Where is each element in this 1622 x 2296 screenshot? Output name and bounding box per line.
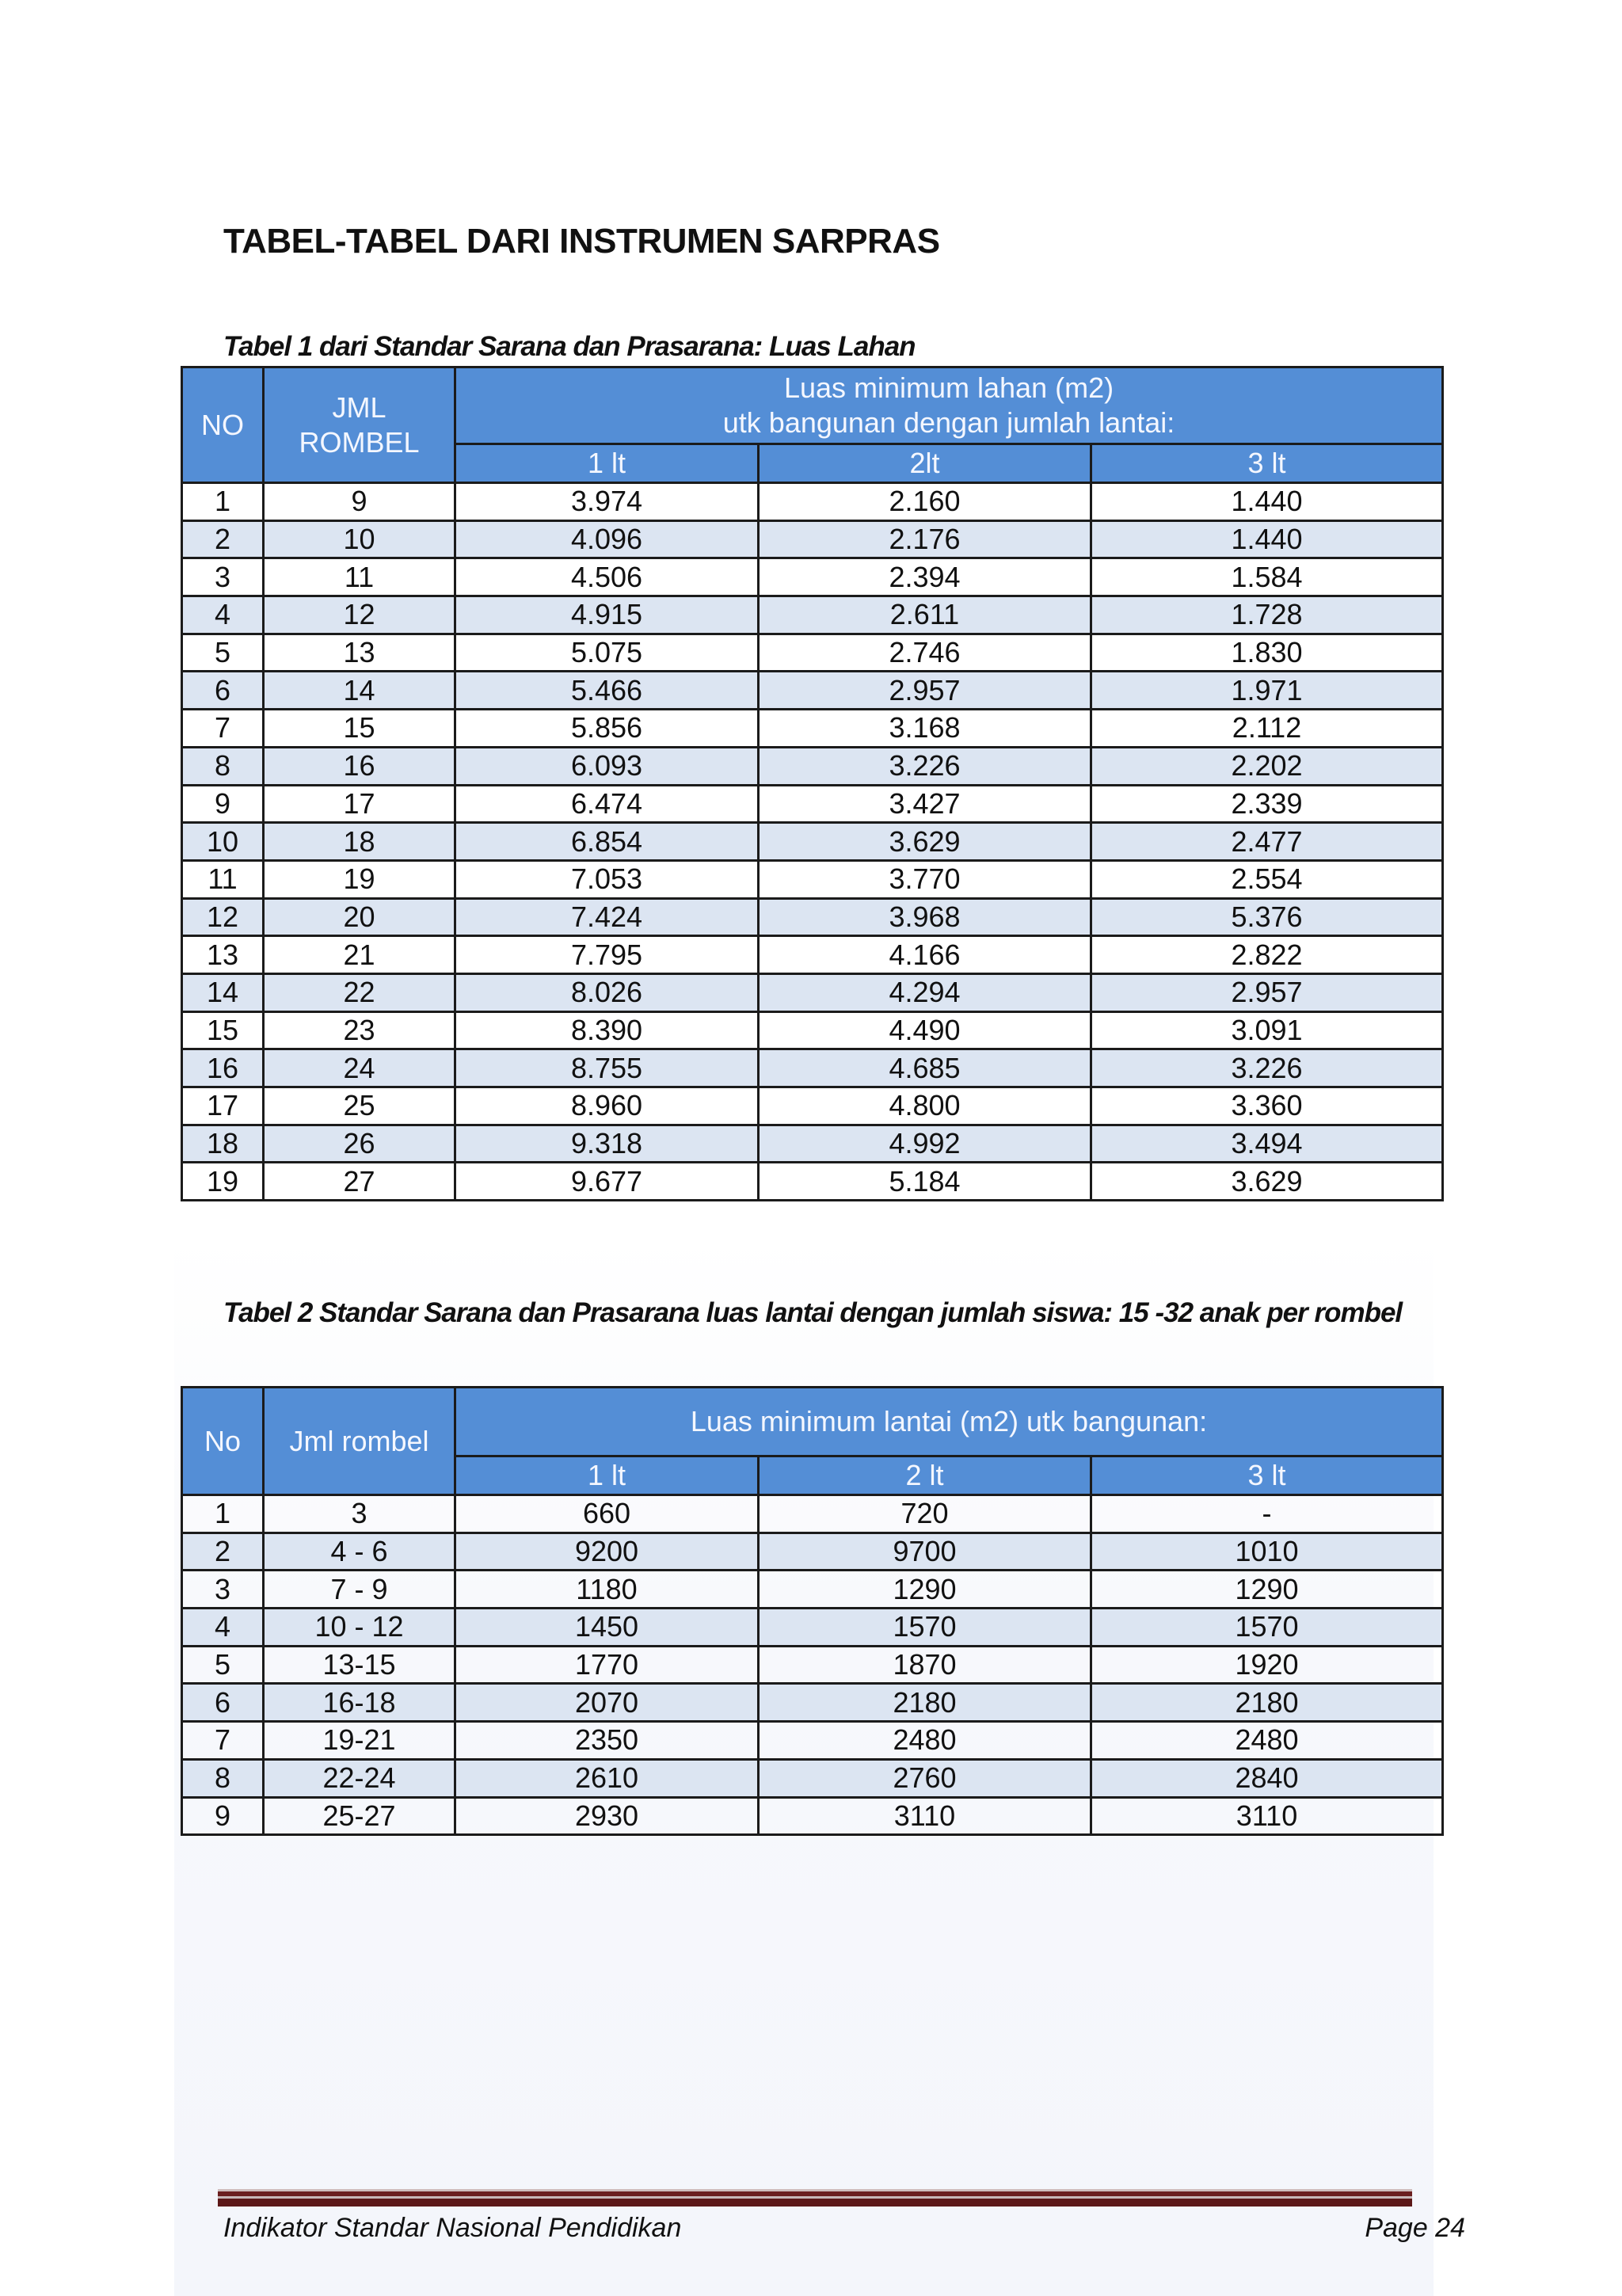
table1-header-luas bbox=[455, 367, 1443, 444]
cell-3lt: 1290 bbox=[1091, 1571, 1443, 1609]
cell-1lt: 4.915 bbox=[455, 596, 759, 634]
cell-1lt: 7.795 bbox=[455, 936, 759, 974]
cell-no: 2 bbox=[182, 520, 264, 558]
cell-3lt: 2480 bbox=[1091, 1722, 1443, 1760]
table-row bbox=[182, 860, 1443, 898]
cell-no: 7 bbox=[182, 710, 264, 748]
cell-1lt: 5.075 bbox=[455, 634, 759, 672]
cell-no: 18 bbox=[182, 1125, 264, 1163]
cell-no: 10 bbox=[182, 823, 264, 861]
cell-2lt: 3.168 bbox=[759, 710, 1091, 748]
cell-1lt: 9200 bbox=[455, 1533, 759, 1571]
cell-1lt: 5.856 bbox=[455, 710, 759, 748]
cell-no: 12 bbox=[182, 898, 264, 936]
cell-jml-rombel: 7 - 9 bbox=[264, 1571, 455, 1609]
cell-2lt: 2.746 bbox=[759, 634, 1091, 672]
cell-3lt: 3.226 bbox=[1091, 1049, 1443, 1087]
table2-header-1lt: 1 lt bbox=[455, 1456, 759, 1495]
cell-no: 9 bbox=[182, 1797, 264, 1835]
cell-2lt: 3.427 bbox=[759, 785, 1091, 823]
cell-3lt: 3.360 bbox=[1091, 1087, 1443, 1125]
cell-jml-rombel: 3 bbox=[264, 1495, 455, 1533]
cell-2lt: 5.184 bbox=[759, 1163, 1091, 1201]
cell-jml-rombel: 13 bbox=[264, 634, 455, 672]
table2-header-jml-rombel: Jml rombel bbox=[264, 1388, 455, 1495]
page-title: TABEL-TABEL DARI INSTRUMEN SARPRAS bbox=[223, 222, 940, 261]
cell-jml-rombel: 19 bbox=[264, 860, 455, 898]
cell-no: 3 bbox=[182, 1571, 264, 1609]
cell-1lt: 1180 bbox=[455, 1571, 759, 1609]
table2-caption: Tabel 2 Standar Sarana dan Prasarana luas lantai dengan jumlah siswa: 15 -32 anak per rombel bbox=[223, 1297, 1403, 1328]
cell-no: 5 bbox=[182, 634, 264, 672]
cell-no: 1 bbox=[182, 1495, 264, 1533]
table-row bbox=[182, 1722, 1443, 1760]
cell-1lt: 1450 bbox=[455, 1609, 759, 1647]
cell-1lt: 6.093 bbox=[455, 747, 759, 785]
cell-1lt: 9.318 bbox=[455, 1125, 759, 1163]
table-row bbox=[182, 1646, 1443, 1684]
cell-3lt: 2180 bbox=[1091, 1684, 1443, 1722]
cell-jml-rombel: 11 bbox=[264, 558, 455, 596]
cell-1lt: 4.506 bbox=[455, 558, 759, 596]
table1-header-jml-line2: ROMBEL bbox=[299, 425, 420, 459]
cell-jml-rombel: 19-21 bbox=[264, 1722, 455, 1760]
cell-2lt: 9700 bbox=[759, 1533, 1091, 1571]
table1-body bbox=[182, 483, 1443, 1201]
cell-no: 16 bbox=[182, 1049, 264, 1087]
table-row bbox=[182, 1087, 1443, 1125]
table-row bbox=[182, 823, 1443, 861]
table1-header-luas-line1: Luas minimum lahan (m2) bbox=[783, 371, 1114, 404]
cell-2lt: 1570 bbox=[759, 1609, 1091, 1647]
table-row bbox=[182, 1797, 1443, 1835]
cell-1lt: 4.096 bbox=[455, 520, 759, 558]
cell-1lt: 7.053 bbox=[455, 860, 759, 898]
cell-3lt: 2.822 bbox=[1091, 936, 1443, 974]
cell-1lt: 6.854 bbox=[455, 823, 759, 861]
cell-no: 8 bbox=[182, 1759, 264, 1797]
cell-2lt: 4.294 bbox=[759, 973, 1091, 1011]
cell-2lt: 2.176 bbox=[759, 520, 1091, 558]
table1-header-no: NO bbox=[182, 367, 264, 483]
table2-header-luas: Luas minimum lantai (m2) utk bangunan: bbox=[455, 1388, 1443, 1456]
table-row bbox=[182, 1049, 1443, 1087]
cell-3lt: 2.957 bbox=[1091, 973, 1443, 1011]
cell-no: 7 bbox=[182, 1722, 264, 1760]
cell-3lt: 1570 bbox=[1091, 1609, 1443, 1647]
table-row bbox=[182, 596, 1443, 634]
cell-jml-rombel: 21 bbox=[264, 936, 455, 974]
table-row bbox=[182, 1495, 1443, 1533]
cell-2lt: 3.770 bbox=[759, 860, 1091, 898]
footer-rule bbox=[218, 2189, 1412, 2207]
cell-3lt: 3.091 bbox=[1091, 1011, 1443, 1049]
cell-no: 4 bbox=[182, 596, 264, 634]
cell-3lt: 2840 bbox=[1091, 1759, 1443, 1797]
cell-1lt: 5.466 bbox=[455, 672, 759, 710]
cell-2lt: 2.611 bbox=[759, 596, 1091, 634]
cell-jml-rombel: 25 bbox=[264, 1087, 455, 1125]
table-row bbox=[182, 1684, 1443, 1722]
cell-no: 4 bbox=[182, 1609, 264, 1647]
table2-header-2lt: 2 lt bbox=[759, 1456, 1091, 1495]
cell-no: 5 bbox=[182, 1646, 264, 1684]
table-row bbox=[182, 747, 1443, 785]
table-row bbox=[182, 1571, 1443, 1609]
table-row bbox=[182, 1759, 1443, 1797]
cell-jml-rombel: 14 bbox=[264, 672, 455, 710]
cell-1lt: 2350 bbox=[455, 1722, 759, 1760]
cell-1lt: 1770 bbox=[455, 1646, 759, 1684]
cell-jml-rombel: 9 bbox=[264, 483, 455, 521]
table1-caption: Tabel 1 dari Standar Sarana dan Prasarana: Luas Lahan bbox=[223, 331, 916, 362]
cell-2lt: 4.166 bbox=[759, 936, 1091, 974]
table-row bbox=[182, 973, 1443, 1011]
table1-header-1lt: 1 lt bbox=[455, 444, 759, 483]
cell-2lt: 3.226 bbox=[759, 747, 1091, 785]
table-row bbox=[182, 634, 1443, 672]
cell-2lt: 4.685 bbox=[759, 1049, 1091, 1087]
cell-2lt: 4.490 bbox=[759, 1011, 1091, 1049]
table-row bbox=[182, 785, 1443, 823]
cell-2lt: 3.629 bbox=[759, 823, 1091, 861]
table2-body bbox=[182, 1495, 1443, 1835]
cell-3lt: 2.202 bbox=[1091, 747, 1443, 785]
footer-page-number: Page 24 bbox=[1365, 2213, 1465, 2243]
cell-no: 8 bbox=[182, 747, 264, 785]
cell-1lt: 6.474 bbox=[455, 785, 759, 823]
table1 bbox=[181, 366, 1444, 1201]
cell-no: 11 bbox=[182, 860, 264, 898]
cell-no: 2 bbox=[182, 1533, 264, 1571]
cell-1lt: 2070 bbox=[455, 1684, 759, 1722]
cell-no: 13 bbox=[182, 936, 264, 974]
cell-no: 6 bbox=[182, 672, 264, 710]
cell-2lt: 2180 bbox=[759, 1684, 1091, 1722]
cell-2lt: 720 bbox=[759, 1495, 1091, 1533]
table-row bbox=[182, 1125, 1443, 1163]
cell-3lt: 1.830 bbox=[1091, 634, 1443, 672]
cell-3lt: 1.440 bbox=[1091, 483, 1443, 521]
cell-3lt: - bbox=[1091, 1495, 1443, 1533]
cell-1lt: 9.677 bbox=[455, 1163, 759, 1201]
cell-2lt: 2480 bbox=[759, 1722, 1091, 1760]
cell-jml-rombel: 20 bbox=[264, 898, 455, 936]
table1-header-3lt: 3 lt bbox=[1091, 444, 1443, 483]
cell-1lt: 8.960 bbox=[455, 1087, 759, 1125]
cell-jml-rombel: 25-27 bbox=[264, 1797, 455, 1835]
table-row bbox=[182, 1011, 1443, 1049]
table1-header-jml-line1: JML bbox=[332, 390, 386, 424]
cell-1lt: 8.390 bbox=[455, 1011, 759, 1049]
cell-no: 3 bbox=[182, 558, 264, 596]
cell-3lt: 1.440 bbox=[1091, 520, 1443, 558]
cell-no: 9 bbox=[182, 785, 264, 823]
cell-no: 19 bbox=[182, 1163, 264, 1201]
cell-2lt: 3110 bbox=[759, 1797, 1091, 1835]
cell-no: 15 bbox=[182, 1011, 264, 1049]
cell-no: 14 bbox=[182, 973, 264, 1011]
cell-no: 6 bbox=[182, 1684, 264, 1722]
table2-header-no: No bbox=[182, 1388, 264, 1495]
cell-2lt: 1290 bbox=[759, 1571, 1091, 1609]
cell-jml-rombel: 16 bbox=[264, 747, 455, 785]
cell-2lt: 4.800 bbox=[759, 1087, 1091, 1125]
cell-3lt: 1.971 bbox=[1091, 672, 1443, 710]
table1-header-jml-rombel bbox=[264, 367, 455, 483]
cell-no: 17 bbox=[182, 1087, 264, 1125]
cell-jml-rombel: 26 bbox=[264, 1125, 455, 1163]
cell-1lt: 3.974 bbox=[455, 483, 759, 521]
cell-jml-rombel: 13-15 bbox=[264, 1646, 455, 1684]
cell-jml-rombel: 4 - 6 bbox=[264, 1533, 455, 1571]
cell-jml-rombel: 24 bbox=[264, 1049, 455, 1087]
cell-1lt: 7.424 bbox=[455, 898, 759, 936]
cell-1lt: 2610 bbox=[455, 1759, 759, 1797]
table2 bbox=[181, 1386, 1444, 1836]
cell-jml-rombel: 10 bbox=[264, 520, 455, 558]
table1-header-luas-line2: utk bangunan dengan jumlah lantai: bbox=[722, 406, 1175, 439]
table-row bbox=[182, 898, 1443, 936]
table1-header-2lt: 2lt bbox=[759, 444, 1091, 483]
cell-3lt: 3.629 bbox=[1091, 1163, 1443, 1201]
cell-3lt: 1.584 bbox=[1091, 558, 1443, 596]
cell-3lt: 1920 bbox=[1091, 1646, 1443, 1684]
cell-3lt: 2.112 bbox=[1091, 710, 1443, 748]
cell-jml-rombel: 15 bbox=[264, 710, 455, 748]
cell-jml-rombel: 18 bbox=[264, 823, 455, 861]
cell-3lt: 1.728 bbox=[1091, 596, 1443, 634]
cell-jml-rombel: 22 bbox=[264, 973, 455, 1011]
table-row bbox=[182, 1163, 1443, 1201]
cell-jml-rombel: 22-24 bbox=[264, 1759, 455, 1797]
table-row bbox=[182, 483, 1443, 521]
cell-3lt: 5.376 bbox=[1091, 898, 1443, 936]
footer-document-title: Indikator Standar Nasional Pendidikan bbox=[223, 2213, 682, 2243]
cell-3lt: 2.554 bbox=[1091, 860, 1443, 898]
cell-3lt: 3.494 bbox=[1091, 1125, 1443, 1163]
cell-3lt: 2.339 bbox=[1091, 785, 1443, 823]
cell-jml-rombel: 12 bbox=[264, 596, 455, 634]
cell-2lt: 2.394 bbox=[759, 558, 1091, 596]
table2-header-3lt: 3 lt bbox=[1091, 1456, 1443, 1495]
cell-1lt: 660 bbox=[455, 1495, 759, 1533]
cell-1lt: 8.755 bbox=[455, 1049, 759, 1087]
cell-3lt: 3110 bbox=[1091, 1797, 1443, 1835]
cell-jml-rombel: 10 - 12 bbox=[264, 1609, 455, 1647]
cell-1lt: 2930 bbox=[455, 1797, 759, 1835]
table-row bbox=[182, 558, 1443, 596]
table-row bbox=[182, 672, 1443, 710]
cell-2lt: 2760 bbox=[759, 1759, 1091, 1797]
cell-2lt: 2.957 bbox=[759, 672, 1091, 710]
cell-jml-rombel: 23 bbox=[264, 1011, 455, 1049]
cell-jml-rombel: 17 bbox=[264, 785, 455, 823]
cell-jml-rombel: 27 bbox=[264, 1163, 455, 1201]
cell-no: 1 bbox=[182, 483, 264, 521]
cell-1lt: 8.026 bbox=[455, 973, 759, 1011]
table-row bbox=[182, 520, 1443, 558]
cell-3lt: 2.477 bbox=[1091, 823, 1443, 861]
cell-2lt: 4.992 bbox=[759, 1125, 1091, 1163]
cell-3lt: 1010 bbox=[1091, 1533, 1443, 1571]
table-row bbox=[182, 1533, 1443, 1571]
cell-jml-rombel: 16-18 bbox=[264, 1684, 455, 1722]
cell-2lt: 2.160 bbox=[759, 483, 1091, 521]
table-row bbox=[182, 936, 1443, 974]
table-row bbox=[182, 1609, 1443, 1647]
cell-2lt: 3.968 bbox=[759, 898, 1091, 936]
cell-2lt: 1870 bbox=[759, 1646, 1091, 1684]
table-row bbox=[182, 710, 1443, 748]
